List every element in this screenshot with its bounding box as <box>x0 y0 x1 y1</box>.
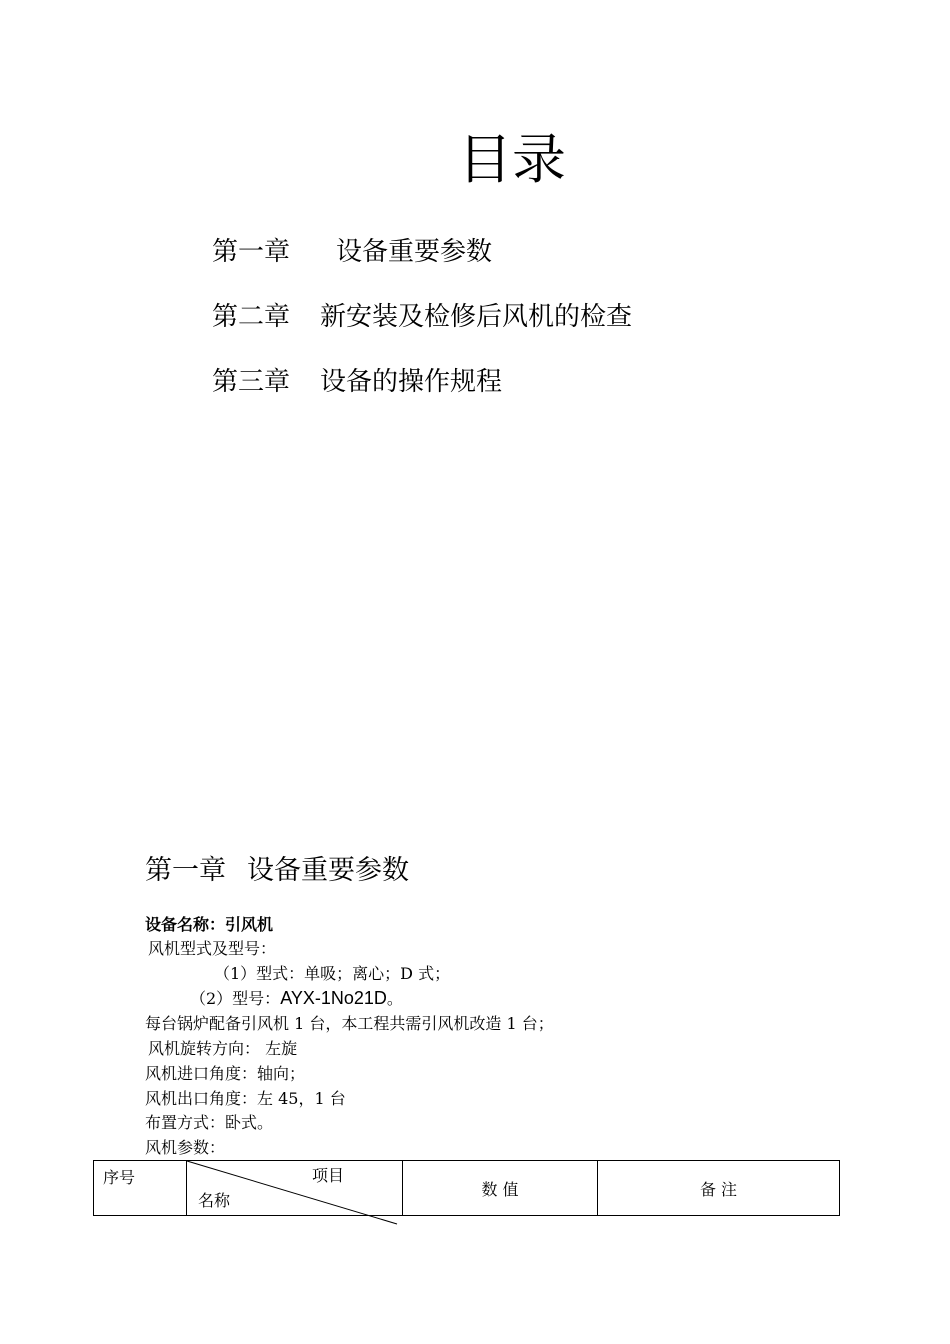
toc-title: 目录 <box>458 128 566 191</box>
toc-item-2 <box>212 300 632 334</box>
toc-item-1 <box>212 235 492 269</box>
chapter-number: 第一章 <box>145 855 226 886</box>
fan-type-line: （1）型式：单吸；离心；D 式； <box>214 964 451 983</box>
chapter-heading <box>145 854 409 888</box>
config-line: 每台锅炉配备引风机 1 台，本工程共需引风机改造 1 台； <box>145 1014 554 1033</box>
fan-type-label: 风机型式及型号： <box>148 939 277 958</box>
layout-line: 布置方式：卧式。 <box>145 1113 274 1132</box>
model-suffix: 。 <box>386 989 403 1008</box>
item-header-bottom: 名称 <box>198 1191 231 1210</box>
item-header <box>187 1161 403 1216</box>
equipment-name: 设备名称：引风机 <box>145 915 274 934</box>
params-table <box>93 1160 840 1216</box>
toc-item-title: 设备重要参数 <box>336 237 493 267</box>
toc-item-title: 新安装及检修后风机的检查 <box>320 302 633 332</box>
table-header-row <box>94 1161 840 1216</box>
chapter-title: 设备重要参数 <box>247 855 409 886</box>
fan-model-line <box>190 986 403 1011</box>
item-header-top: 项目 <box>312 1166 345 1185</box>
model-value: AYX-1No21D <box>280 988 387 1008</box>
toc-item-number: 第二章 <box>212 302 291 332</box>
inlet-angle-line: 风机进口角度：轴向； <box>145 1064 306 1083</box>
toc-item-number: 第三章 <box>212 367 291 397</box>
params-label: 风机参数： <box>145 1138 226 1157</box>
model-prefix: （2）型号： <box>190 989 281 1008</box>
note-header: 备 注 <box>598 1161 840 1216</box>
outlet-angle-line: 风机出口角度：左 45，1 台 <box>145 1089 346 1108</box>
toc-item-title: 设备的操作规程 <box>320 367 503 397</box>
value-header: 数 值 <box>403 1161 598 1216</box>
toc-item-number: 第一章 <box>212 237 291 267</box>
seq-header: 序号 <box>94 1161 187 1216</box>
rotation-line: 风机旋转方向： 左旋 <box>148 1039 298 1058</box>
toc-item-3 <box>212 365 502 399</box>
